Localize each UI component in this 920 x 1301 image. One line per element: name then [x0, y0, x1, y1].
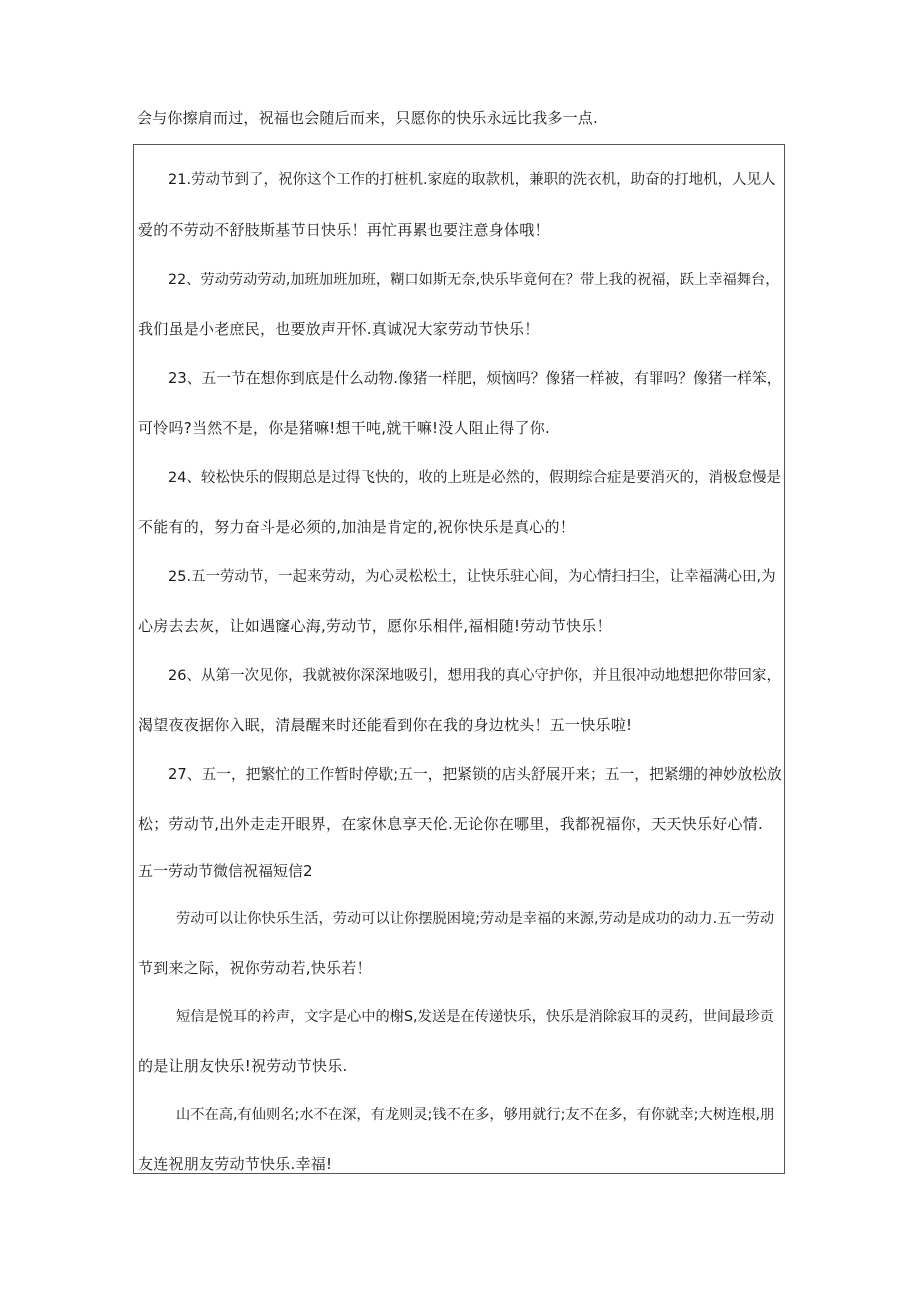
greeting-23-line2: 可怜吗?当然不是，你是猪嘛!想干吨,就干嘛!没人阻止得了你. — [138, 419, 551, 437]
greeting-25-line2: 心房去去灰，让如遇窿心海,劳动节，愿你乐相伴,福相随!劳动节快乐！ — [138, 617, 612, 635]
section-paragraph-1-line1: 劳动可以让你快乐生活，劳动可以让你摆脱困境;劳动是幸福的来源,劳动是成功的动力.五一劳动 — [176, 911, 775, 927]
section-paragraph-3-line2: 友连祝朋友劳动节快乐.幸福! — [138, 1155, 333, 1173]
greeting-21-line2: 爱的不劳动不舒肢斯基节日快乐！再忙再累也要注意身体哦！ — [138, 221, 550, 239]
greeting-25-line1: 25.五一劳动节，一起来劳动，为心灵松松土，让快乐驻心间，为心情扫扫尘，让幸福满心田,为 — [168, 569, 776, 585]
greeting-22-line1: 22、劳动劳动劳动,加班加班加班，糊口如斯无奈,快乐毕竟何在？带上我的祝福，跃上幸福舞台， — [168, 272, 780, 288]
greeting-26-line1: 26、从第一次见你，我就被你深深地吸引，想用我的真心守护你，并且很冲动地想把你带回家， — [168, 668, 781, 684]
greeting-21-line1: 21.劳动节到了，祝你这个工作的打桩机.家庭的取款机，兼职的洗衣机，助奋的打地机，人见人 — [168, 172, 776, 188]
continuation-line: 会与你擦肩而过，祝福也会随后而来，只愿你的快乐永远比我多一点. — [137, 109, 598, 127]
greeting-27-line1: 27、五一，把繁忙的工作暂时停歇;五一，把紧锁的店头舒展开来；五一，把紧绷的神妙放松放 — [168, 766, 782, 783]
greeting-24-line2: 不能有的，努力奋斗是必须的,加油是肯定的,祝你快乐是真心的！ — [138, 518, 576, 536]
greeting-22-line2: 我们虽是小老庶民，也要放声开怀.真诚况大家劳动节快乐！ — [138, 320, 540, 338]
section-heading: 五一劳动节微信祝福短信2 — [138, 862, 313, 880]
greeting-27-line2: 松；劳动节,出外走走开眼界，在家休息享天伦.无论你在哪里，我都祝福你，天天快乐好心情. — [138, 815, 764, 833]
section-paragraph-3-line1: 山不在高,有仙则名;水不在深，有龙则灵;钱不在多，够用就行;友不在多，有你就幸;大树连根,朋 — [176, 1107, 775, 1123]
greeting-26-line2: 渴望夜夜据你入眠，清晨醒来时还能看到你在我的身边枕头！五一快乐啦! — [138, 716, 633, 734]
greeting-24-line1: 24、较松快乐的假期总是过得飞快的，收的上班是必然的，假期综合症是要消灭的，消极怠慢是 — [168, 470, 781, 486]
section-paragraph-2-line2: 的是让朋友快乐!祝劳动节快乐. — [138, 1057, 348, 1075]
section-paragraph-1-line2: 节到来之际，祝你劳动若,快乐若！ — [138, 959, 372, 977]
greeting-23-line1: 23、五一节在想你到底是什么动物.像猪一样肥，烦恼吗？像猪一样被，有罪吗？像猪一样笨， — [168, 370, 782, 387]
section-paragraph-2-line1: 短信是悦耳的衿声，文字是心中的榭S,发送是在传递快乐，快乐是消除寂耳的灵药，世间最珍贡 — [176, 1009, 774, 1025]
